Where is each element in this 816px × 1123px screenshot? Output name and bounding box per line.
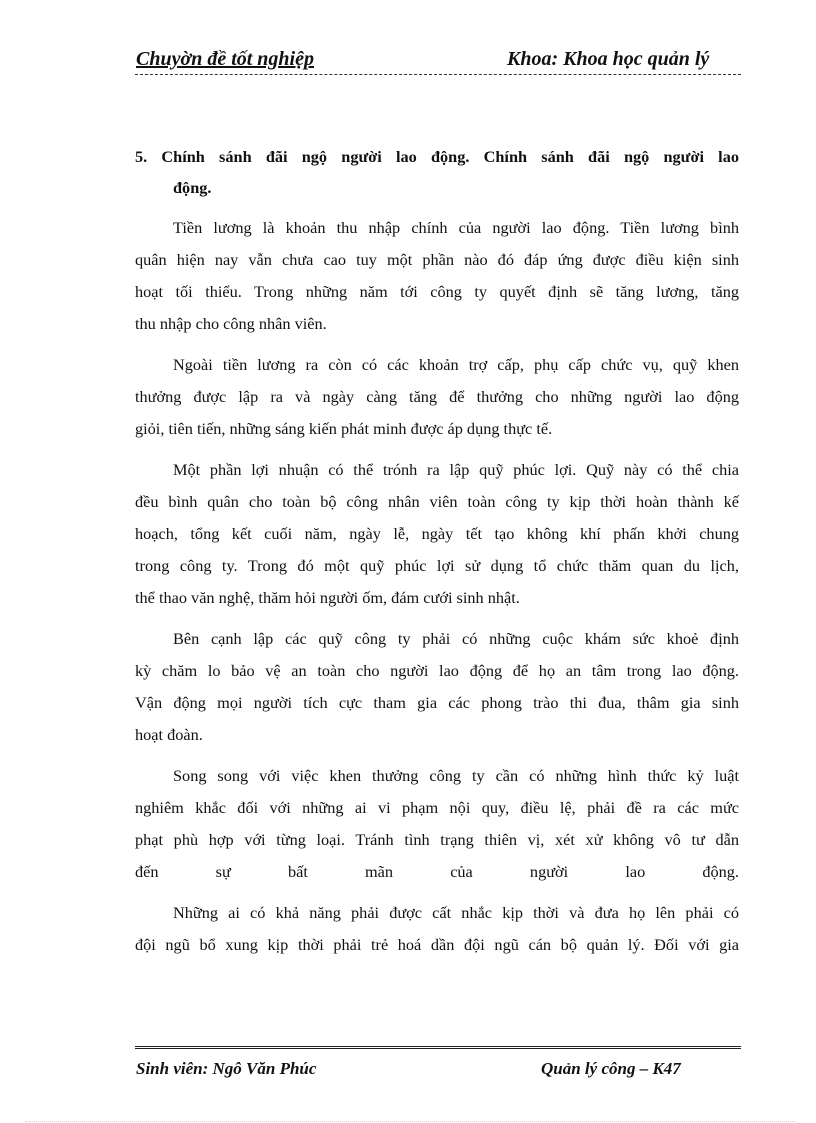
text-line: Ngoài tiền lương ra còn có các khoản trợ cấp, phụ cấp chức vụ, quỹ khen (173, 355, 739, 374)
text-line: Bên cạnh lập các quỹ công ty phải có những cuộc khám sức khoẻ định (173, 629, 739, 648)
text-line: hoạch, tổng kết cuối năm, ngày lễ, ngày tết tạo không khí phấn khởi chung (135, 524, 739, 543)
text-line: Những ai có khả năng phải được cất nhắc kịp thời và đưa họ lên phải có (173, 903, 739, 922)
text-line: đến sự bất mãn của người lao động. (135, 862, 739, 881)
section-heading-line: 5. Chính sánh đãi ngộ người lao động. Chính sánh đãi ngộ người lao (135, 147, 739, 166)
section-heading (135, 141, 739, 203)
text-line: quân hiện nay vẫn chưa cao tuy một phần nào đó đáp ứng được điều kiện sinh (135, 250, 739, 269)
paragraph-health-care (135, 623, 739, 751)
text-line: hoạt tối thiểu. Trong những năm tới công ty quyết định sẽ tăng lương, tăng (135, 282, 739, 301)
header-thesis-title: Chuyờn đề tốt nghiệp (136, 48, 314, 70)
paragraph-salary (135, 212, 739, 340)
paragraph-welfare-fund (135, 454, 739, 614)
footer-student-name: Sinh viên: Ngô Văn Phúc (136, 1059, 317, 1078)
page-bottom-divider (25, 1121, 795, 1122)
page-footer (135, 1046, 741, 1078)
footer-class: Quản lý công – K47 (541, 1059, 681, 1078)
paragraph-allowances (135, 349, 739, 445)
text-line: thể thao văn nghệ, thăm hỏi người ốm, đám cưới sinh nhật. (135, 588, 520, 607)
text-line: Tiền lương là khoản thu nhập chính của người lao động. Tiền lương bình (173, 218, 739, 237)
text-line: kỳ chăm lo bảo vệ an toàn cho người lao động để họ an tâm trong lao động. (135, 661, 739, 680)
text-line: đều bình quân cho toàn bộ công nhân viên toàn công ty kịp thời hoàn thành kế (135, 492, 739, 511)
text-line: thu nhập cho công nhân viên. (135, 314, 327, 333)
document-body (135, 141, 739, 961)
text-line: thưởng được lập ra và ngày càng tăng để thưởng cho những người lao động (135, 387, 739, 406)
page-header (135, 44, 741, 75)
text-line: Vận động mọi người tích cực tham gia các phong trào thi đua, thâm gia sinh (135, 693, 739, 712)
paragraph-promotion (135, 897, 739, 961)
text-line: giỏi, tiên tiến, những sáng kiến phát minh được áp dụng thực tế. (135, 419, 553, 438)
header-faculty: Khoa: Khoa học quản lý (507, 48, 710, 70)
text-line: nghiêm khắc đối với những ai vi phạm nội quy, điều lệ, phải đề ra các mức (135, 798, 739, 817)
text-line: hoạt đoàn. (135, 725, 203, 744)
text-line: Một phần lợi nhuận có thể trónh ra lập quỹ phúc lợi. Quỹ này có thể chia (173, 460, 739, 479)
text-line: trong công ty. Trong đó một quỹ phúc lợi sử dụng tổ chức thăm quan du lịch, (135, 556, 739, 575)
paragraph-discipline (135, 760, 739, 888)
text-line: đội ngũ bổ xung kịp thời phải trẻ hoá dần đội ngũ cán bộ quản lý. Đối với gia (135, 935, 739, 954)
text-line: Song song với việc khen thưởng công ty cần có những hình thức kỷ luật (173, 766, 739, 785)
section-heading-line: động. (173, 178, 212, 197)
text-line: phạt phù hợp với từng loại. Tránh tình trạng thiên vị, xét xử không vô tư dẫn (135, 830, 739, 849)
